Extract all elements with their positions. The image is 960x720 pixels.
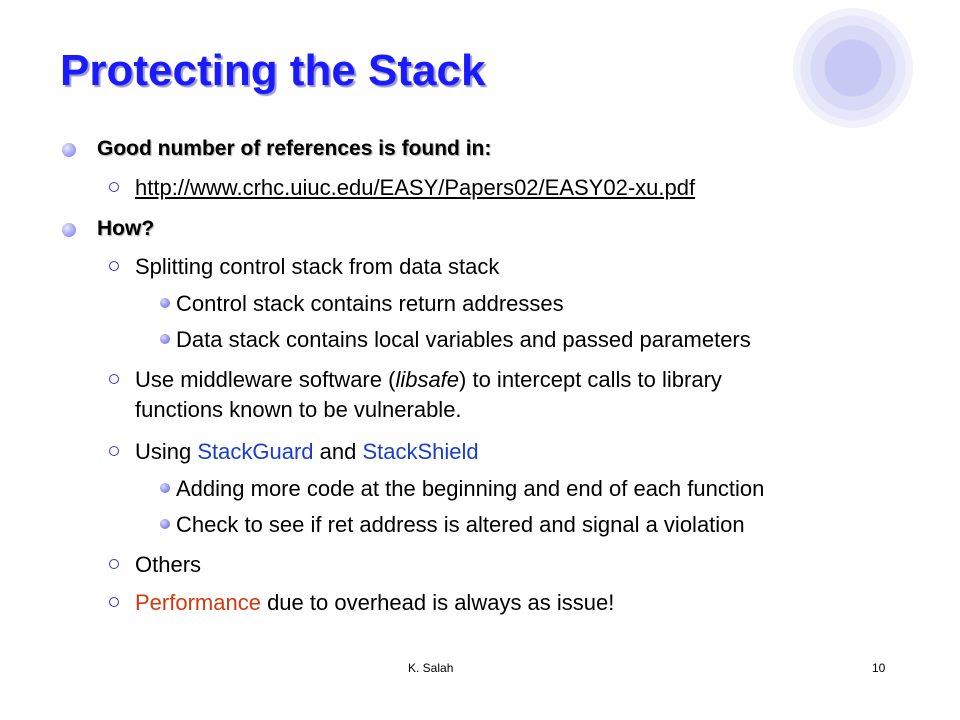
libsafe-term: libsafe — [395, 367, 460, 392]
splitting-stack-item: Splitting control stack from data stack — [135, 254, 500, 279]
bullet-ring-icon — [109, 559, 119, 569]
stackguard-term: StackGuard — [197, 439, 314, 464]
bullet-references: Good number of references is found in: — [97, 137, 492, 160]
middleware-item-line2: functions known to be vulnerable. — [135, 397, 462, 422]
bullet-dot-icon — [62, 143, 76, 157]
performance-item — [135, 590, 614, 616]
decorative-circle — [793, 8, 913, 128]
bullet-small-dot-icon — [160, 334, 170, 344]
reference-item — [135, 175, 695, 201]
bullet-small-dot-icon — [160, 483, 170, 493]
check-ret-item: Check to see if ret address is altered and signal a violation — [176, 512, 745, 537]
page-number: 10 — [872, 661, 886, 675]
middleware-text-pre: Use middleware software ( — [135, 367, 396, 392]
bullet-ring-icon — [109, 446, 119, 456]
bullet-small-dot-icon — [160, 519, 170, 529]
adding-code-item: Adding more code at the beginning and end of each function — [176, 476, 765, 501]
performance-term: Performance — [135, 590, 261, 615]
bullet-ring-icon — [109, 374, 119, 384]
bullet-ring-icon — [109, 597, 119, 607]
stackguard-item — [135, 439, 479, 465]
others-item: Others — [135, 552, 202, 577]
middleware-text-post: ) to intercept calls to library — [459, 367, 722, 392]
control-stack-item: Control stack contains return addresses — [176, 291, 564, 316]
and-text: and — [313, 439, 363, 464]
data-stack-item: Data stack contains local variables and passed parameters — [176, 327, 751, 352]
bullet-small-dot-icon — [160, 298, 170, 308]
reference-link[interactable]: http://www.crhc.uiuc.edu/EASY/Papers02/EASY02-xu.pdf — [135, 175, 696, 200]
bullet-ring-icon — [109, 182, 119, 192]
bullet-dot-icon — [62, 223, 76, 237]
performance-text: due to overhead is always as issue! — [260, 590, 615, 615]
stackshield-term: StackShield — [362, 439, 479, 464]
bullet-how: How? — [97, 217, 155, 240]
middleware-item — [135, 367, 722, 393]
using-text: Using — [135, 439, 198, 464]
footer-author: K. Salah — [408, 661, 454, 675]
bullet-ring-icon — [109, 261, 119, 271]
slide-title: Protecting the Stack — [60, 46, 486, 95]
